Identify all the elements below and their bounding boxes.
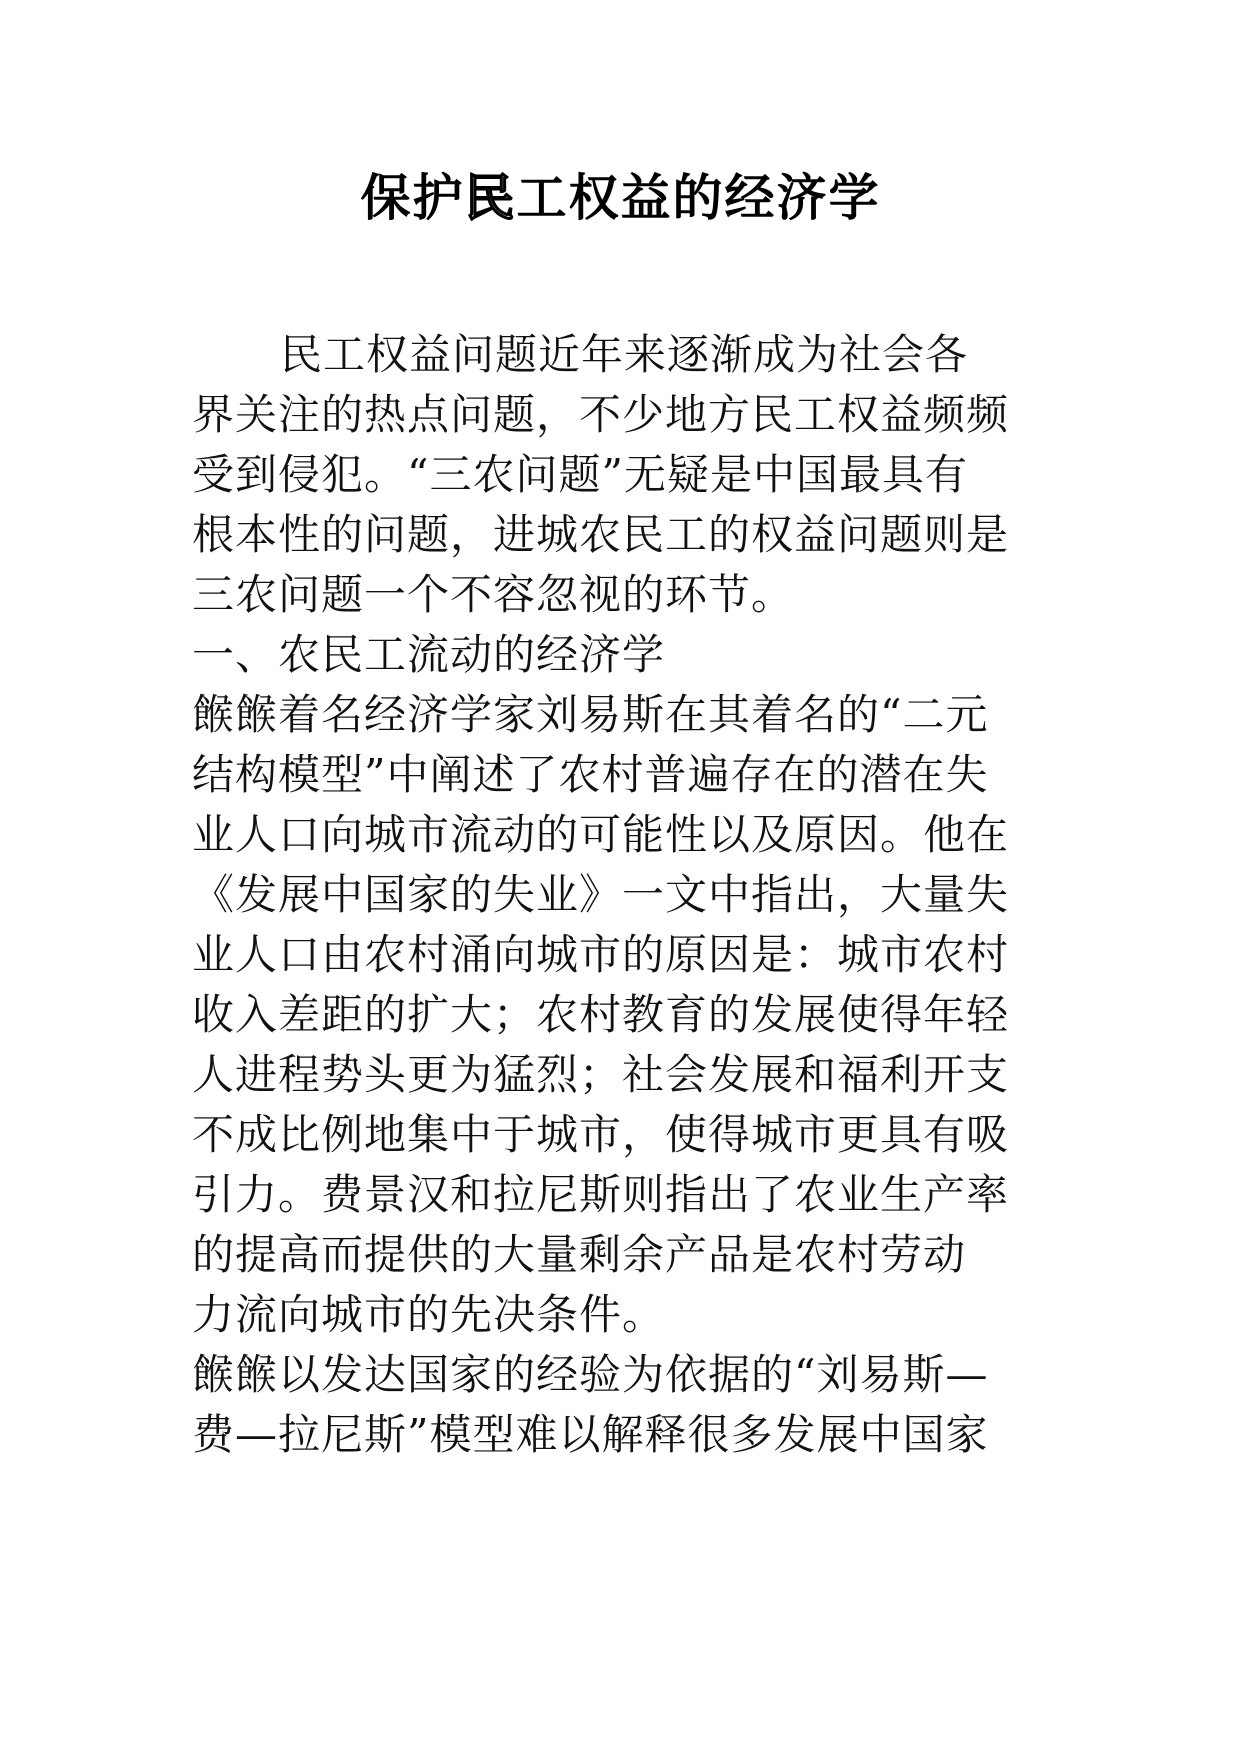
body-line: 《发展中国家的失业》一文中指出，大量失 [192, 870, 1010, 919]
body-line: 三农问题一个不容忽视的环节。 [192, 570, 795, 619]
body-line: 业人口向城市流动的可能性以及原因。他在 [192, 810, 1010, 859]
body-line: 受到侵犯。“三农问题”无疑是中国最具有 [192, 450, 968, 499]
body-line: 结构模型”中阐述了农村普遍存在的潜在失 [192, 750, 989, 799]
body-line: 力流向城市的先决条件。 [192, 1290, 666, 1339]
body-line: 民工权益问题近年来逐渐成为社会各 [280, 330, 969, 379]
body-line: 餱餱着名经济学家刘易斯在其着名的“二元 [192, 690, 989, 739]
body-line: 界关注的热点问题，不少地方民工权益频频 [192, 390, 1010, 439]
body-line: 收入差距的扩大；农村教育的发展使得年轻 [192, 990, 1010, 1039]
body-line: 费—拉尼斯”模型难以解释很多发展中国家 [192, 1410, 989, 1459]
document-title [0, 168, 1241, 228]
title-part-1: 保护 [360, 168, 465, 227]
body-line: 餱餱以发达国家的经验为依据的“刘易斯— [192, 1350, 989, 1399]
body-line: 的提高而提供的大量剩余产品是农村劳动 [192, 1230, 967, 1279]
title-part-2: 工权益的经济学 [516, 168, 881, 227]
body-line: 人进程势头更为猛烈；社会发展和福利开支 [192, 1050, 1010, 1099]
section-heading: 一、农民工流动的经济学 [192, 630, 666, 679]
body-line: 不成比例地集中于城市，使得城市更具有吸 [192, 1110, 1010, 1159]
document-body [192, 325, 1052, 1465]
title-outlined-char: 民 [464, 168, 517, 227]
body-line: 业人口由农村涌向城市的原因是：城市农村 [192, 930, 1010, 979]
body-line: 根本性的问题，进城农民工的权益问题则是 [192, 510, 1010, 559]
body-line: 引力。费景汉和拉尼斯则指出了农业生产率 [192, 1170, 1010, 1219]
